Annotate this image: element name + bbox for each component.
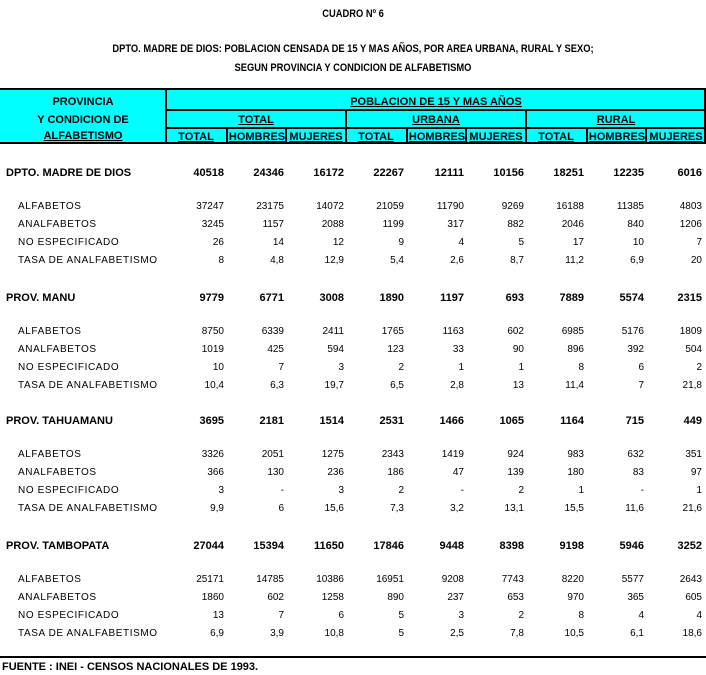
cell-value: 27044 xyxy=(193,540,224,552)
cell-value: 6 xyxy=(638,362,644,373)
cell-value: - xyxy=(640,485,644,496)
section-label: PROV. TAHUAMANU xyxy=(6,415,113,427)
cell-value: 9448 xyxy=(439,540,464,552)
cell-value: 365 xyxy=(627,592,644,603)
table-row xyxy=(0,344,706,360)
cell-value: 236 xyxy=(327,467,344,478)
cell-value: 7889 xyxy=(559,292,584,304)
cell-value: 97 xyxy=(690,467,702,478)
cell-value: 11385 xyxy=(616,201,644,212)
cell-value: 13,1 xyxy=(504,503,524,514)
cell-value: 3 xyxy=(338,485,344,496)
cell-value: 5 xyxy=(398,610,404,621)
cell-value: 6985 xyxy=(561,326,584,337)
cell-value: 11650 xyxy=(314,540,344,552)
cell-value: 1206 xyxy=(679,219,702,230)
cell-value: 12111 xyxy=(434,167,464,179)
cell-value: 1065 xyxy=(499,415,524,427)
cell-value: 1164 xyxy=(560,415,584,427)
section-total-row xyxy=(0,167,706,183)
section-total-row xyxy=(0,540,706,556)
table-row xyxy=(0,485,706,501)
cell-value: 15,5 xyxy=(564,503,584,514)
cell-value: 11,2 xyxy=(565,255,584,266)
cell-value: 2,6 xyxy=(450,255,464,266)
row-label: ANALFABETOS xyxy=(18,592,97,603)
row-label: TASA DE ANALFABETISMO xyxy=(18,503,158,514)
cell-value: 20 xyxy=(690,255,702,266)
cell-value: 1197 xyxy=(440,292,464,304)
cell-value: 1157 xyxy=(262,219,284,230)
cell-value: 7 xyxy=(278,610,284,621)
cell-value: 7 xyxy=(696,237,702,248)
row-label: NO ESPECIFICADO xyxy=(18,610,120,621)
cell-value: 605 xyxy=(685,592,702,603)
table-row xyxy=(0,574,706,590)
cell-value: 6339 xyxy=(261,326,284,337)
header-divider xyxy=(645,127,647,144)
cell-value: 970 xyxy=(567,592,584,603)
table-row xyxy=(0,201,706,217)
cell-value: 6016 xyxy=(677,167,702,179)
cell-value: 10 xyxy=(212,362,224,373)
cell-value: 6 xyxy=(278,503,284,514)
table-row xyxy=(0,362,706,378)
header-province-line2: Y CONDICION DE xyxy=(37,114,129,126)
cell-value: 10156 xyxy=(493,167,524,179)
cell-value: 1 xyxy=(578,485,584,496)
cell-value: 4803 xyxy=(679,201,702,212)
header-divider xyxy=(406,127,408,144)
row-label: ALFABETOS xyxy=(18,449,82,460)
cell-value: 17846 xyxy=(373,540,404,552)
cell-value: 5577 xyxy=(621,574,644,585)
header-group-rural: RURAL xyxy=(596,114,636,126)
table-number: CUADRO Nº 6 xyxy=(322,8,384,20)
header-divider xyxy=(166,109,706,111)
cell-value: 9208 xyxy=(441,574,464,585)
header-divider xyxy=(465,127,467,144)
table-row xyxy=(0,219,706,235)
table-row xyxy=(0,449,706,465)
cell-value: 1 xyxy=(696,485,702,496)
cell-value: 6,5 xyxy=(390,380,404,391)
table-header xyxy=(0,88,706,144)
cell-value: 1163 xyxy=(442,326,464,337)
cell-value: 24346 xyxy=(253,167,284,179)
cell-value: 890 xyxy=(387,592,404,603)
header-sub-total: TOTAL xyxy=(538,131,574,143)
cell-value: 1275 xyxy=(321,449,344,460)
row-label: ALFABETOS xyxy=(18,201,82,212)
cell-value: 366 xyxy=(207,467,224,478)
cell-value: 3,9 xyxy=(270,628,284,639)
cell-value: 7743 xyxy=(501,574,524,585)
cell-value: 26 xyxy=(212,237,224,248)
table-row xyxy=(0,503,706,519)
section-total-row xyxy=(0,292,706,308)
header-sub-mujeres: MUJERES xyxy=(289,131,343,143)
cell-value: 237 xyxy=(447,592,464,603)
header-group-total: TOTAL xyxy=(238,114,274,126)
cell-value: 14 xyxy=(272,237,284,248)
header-sub-total: TOTAL xyxy=(178,131,214,143)
cell-value: 924 xyxy=(507,449,524,460)
cell-value: 33 xyxy=(452,344,464,355)
cell-value: 8398 xyxy=(499,540,524,552)
cell-value: 3252 xyxy=(677,540,702,552)
cell-value: 5574 xyxy=(619,292,644,304)
cell-value: 2,8 xyxy=(450,380,464,391)
cell-value: 715 xyxy=(625,415,644,427)
section-total-row xyxy=(0,415,706,431)
cell-value: 653 xyxy=(507,592,524,603)
row-label: ANALFABETOS xyxy=(18,344,97,355)
cell-value: 2 xyxy=(518,610,524,621)
cell-value: 9269 xyxy=(501,201,524,212)
cell-value: 8220 xyxy=(561,574,584,585)
header-sub-mujeres: MUJERES xyxy=(469,131,523,143)
header-sub-hombres: HOMBRES xyxy=(408,131,466,143)
cell-value: 14785 xyxy=(256,574,284,585)
cell-value: 1258 xyxy=(321,592,344,603)
table-subtitle: SEGUN PROVINCIA Y CONDICION DE ALFABETISMO xyxy=(234,62,472,74)
header-divider xyxy=(586,127,588,144)
section-label: PROV. TAMBOPATA xyxy=(6,540,110,552)
cell-value: 4 xyxy=(458,237,464,248)
section-label: PROV. MANU xyxy=(6,292,76,304)
cell-value: 6,3 xyxy=(270,380,284,391)
cell-value: 4,8 xyxy=(270,255,284,266)
table-row xyxy=(0,628,706,644)
cell-value: 2343 xyxy=(381,449,404,460)
header-divider xyxy=(285,127,287,144)
cell-value: 3,2 xyxy=(450,503,464,514)
cell-value: 47 xyxy=(452,467,464,478)
cell-value: 2411 xyxy=(322,326,344,337)
cell-value: 1 xyxy=(458,362,464,373)
cell-value: - xyxy=(280,485,284,496)
row-label: ALFABETOS xyxy=(18,326,82,337)
row-label: ALFABETOS xyxy=(18,574,82,585)
cell-value: 6771 xyxy=(259,292,284,304)
cell-value: 10,5 xyxy=(564,628,584,639)
cell-value: 21059 xyxy=(376,201,404,212)
cell-value: 896 xyxy=(567,344,584,355)
cell-value: 1 xyxy=(518,362,524,373)
cell-value: 2643 xyxy=(679,574,702,585)
cell-value: 10,8 xyxy=(324,628,344,639)
cell-value: 602 xyxy=(507,326,524,337)
header-sub-mujeres: MUJERES xyxy=(649,131,703,143)
row-label: TASA DE ANALFABETISMO xyxy=(18,255,158,266)
cell-value: 3 xyxy=(338,362,344,373)
cell-value: 186 xyxy=(387,467,404,478)
cell-value: 83 xyxy=(632,467,644,478)
cell-value: 40518 xyxy=(193,167,224,179)
cell-value: 139 xyxy=(507,467,524,478)
cell-value: 12 xyxy=(332,237,344,248)
source-note: FUENTE : INEI - CENSOS NACIONALES DE 1993. xyxy=(2,661,259,673)
row-label: NO ESPECIFICADO xyxy=(18,237,120,248)
header-province-line1: PROVINCIA xyxy=(52,96,114,108)
cell-value: 8750 xyxy=(201,326,224,337)
table-row xyxy=(0,610,706,626)
cell-value: 9,9 xyxy=(210,503,224,514)
cell-value: 90 xyxy=(512,344,524,355)
table-row xyxy=(0,237,706,253)
row-label: TASA DE ANALFABETISMO xyxy=(18,380,158,391)
header-divider xyxy=(166,127,706,129)
header-sub-hombres: HOMBRES xyxy=(228,131,286,143)
cell-value: 1199 xyxy=(382,219,404,230)
cell-value: 37247 xyxy=(196,201,224,212)
cell-value: 3245 xyxy=(201,219,224,230)
row-label: ANALFABETOS xyxy=(18,219,97,230)
cell-value: 1890 xyxy=(379,292,404,304)
cell-value: 180 xyxy=(567,467,584,478)
cell-value: 1514 xyxy=(319,415,344,427)
cell-value: 22267 xyxy=(373,167,404,179)
cell-value: 8,7 xyxy=(510,255,524,266)
cell-value: 425 xyxy=(267,344,284,355)
cell-value: 8 xyxy=(218,255,224,266)
cell-value: 13 xyxy=(512,380,524,391)
cell-value: 3 xyxy=(218,485,224,496)
cell-value: 1466 xyxy=(439,415,464,427)
cell-value: 15394 xyxy=(253,540,284,552)
cell-value: 7 xyxy=(278,362,284,373)
cell-value: 5 xyxy=(398,628,404,639)
cell-value: 2 xyxy=(518,485,524,496)
cell-value: 6,9 xyxy=(210,628,224,639)
header-sub-hombres: HOMBRES xyxy=(588,131,646,143)
cell-value: 2088 xyxy=(321,219,344,230)
cell-value: 2,5 xyxy=(450,628,464,639)
row-label: TASA DE ANALFABETISMO xyxy=(18,628,158,639)
cell-value: 12,9 xyxy=(324,255,344,266)
cell-value: - xyxy=(460,485,464,496)
cell-value: 693 xyxy=(505,292,524,304)
cell-value: 392 xyxy=(627,344,644,355)
header-group-urbana: URBANA xyxy=(412,114,460,126)
cell-value: 18251 xyxy=(553,167,584,179)
cell-value: 504 xyxy=(685,344,702,355)
cell-value: 21,6 xyxy=(682,503,702,514)
cell-value: 882 xyxy=(507,219,524,230)
cell-value: 7,8 xyxy=(510,628,524,639)
cell-value: 449 xyxy=(683,415,702,427)
cell-value: 5946 xyxy=(619,540,644,552)
cell-value: 21,8 xyxy=(682,380,702,391)
cell-value: 6 xyxy=(338,610,344,621)
cell-value: 2051 xyxy=(261,449,284,460)
cell-value: 317 xyxy=(447,219,464,230)
table-row xyxy=(0,467,706,483)
cell-value: 6,9 xyxy=(630,255,644,266)
section-label: DPTO. MADRE DE DIOS xyxy=(6,167,132,179)
cell-value: 1765 xyxy=(381,326,404,337)
cell-value: 840 xyxy=(627,219,644,230)
cell-value: 16188 xyxy=(556,201,584,212)
cell-value: 1860 xyxy=(201,592,224,603)
cell-value: 594 xyxy=(327,344,344,355)
cell-value: 351 xyxy=(685,449,702,460)
table-row xyxy=(0,326,706,342)
cell-value: 15,6 xyxy=(324,503,344,514)
cell-value: 8 xyxy=(578,362,584,373)
cell-value: 1809 xyxy=(679,326,702,337)
cell-value: 2 xyxy=(398,485,404,496)
cell-value: 9 xyxy=(398,237,404,248)
cell-value: 2531 xyxy=(379,415,404,427)
header-divider xyxy=(226,127,228,144)
cell-value: 9198 xyxy=(559,540,584,552)
cell-value: 10,4 xyxy=(204,380,224,391)
cell-value: 123 xyxy=(387,344,404,355)
cell-value: 18,6 xyxy=(682,628,702,639)
cell-value: 11790 xyxy=(436,201,464,212)
cell-value: 9779 xyxy=(199,292,224,304)
cell-value: 3008 xyxy=(319,292,344,304)
cell-value: 130 xyxy=(267,467,284,478)
cell-value: 3326 xyxy=(201,449,224,460)
header-sub-total: TOTAL xyxy=(358,131,394,143)
cell-value: 4 xyxy=(696,610,702,621)
cell-value: 4 xyxy=(638,610,644,621)
cell-value: 16172 xyxy=(313,167,344,179)
footer-rule xyxy=(0,656,706,658)
cell-value: 602 xyxy=(267,592,284,603)
cell-value: 1419 xyxy=(441,449,464,460)
row-label: NO ESPECIFICADO xyxy=(18,485,120,496)
cell-value: 16951 xyxy=(376,574,404,585)
cell-value: 2 xyxy=(696,362,702,373)
cell-value: 14072 xyxy=(316,201,344,212)
cell-value: 2315 xyxy=(677,292,702,304)
cell-value: 5 xyxy=(518,237,524,248)
cell-value: 7 xyxy=(638,380,644,391)
row-label: NO ESPECIFICADO xyxy=(18,362,120,373)
table-row xyxy=(0,380,706,396)
cell-value: 10386 xyxy=(316,574,344,585)
cell-value: 10 xyxy=(632,237,644,248)
cell-value: 3695 xyxy=(199,415,224,427)
cell-value: 983 xyxy=(567,449,584,460)
header-main: POBLACION DE 15 Y MAS AÑOS xyxy=(350,96,522,108)
cell-value: 17 xyxy=(572,237,584,248)
cell-value: 7,3 xyxy=(390,503,404,514)
table-title: DPTO. MADRE DE DIOS: POBLACION CENSADA DE 15 Y MAS AÑOS, POR AREA URBANA, RURAL Y SEXO; xyxy=(112,43,594,55)
cell-value: 5176 xyxy=(621,326,644,337)
cell-value: 19,7 xyxy=(324,380,344,391)
cell-value: 8 xyxy=(578,610,584,621)
table-row xyxy=(0,592,706,608)
row-label: ANALFABETOS xyxy=(18,467,97,478)
cell-value: 2 xyxy=(398,362,404,373)
cell-value: 5,4 xyxy=(390,255,404,266)
cell-value: 23175 xyxy=(256,201,284,212)
cell-value: 12235 xyxy=(613,167,644,179)
cell-value: 11,6 xyxy=(625,503,644,514)
cell-value: 11,4 xyxy=(565,380,584,391)
cell-value: 1019 xyxy=(201,344,224,355)
cell-value: 25171 xyxy=(196,574,224,585)
cell-value: 632 xyxy=(627,449,644,460)
cell-value: 2046 xyxy=(561,219,584,230)
header-province-line3: ALFABETISMO xyxy=(43,130,123,142)
cell-value: 3 xyxy=(458,610,464,621)
table-row xyxy=(0,255,706,271)
cell-value: 6,1 xyxy=(630,628,644,639)
cell-value: 13 xyxy=(212,610,224,621)
cell-value: 2181 xyxy=(259,415,284,427)
